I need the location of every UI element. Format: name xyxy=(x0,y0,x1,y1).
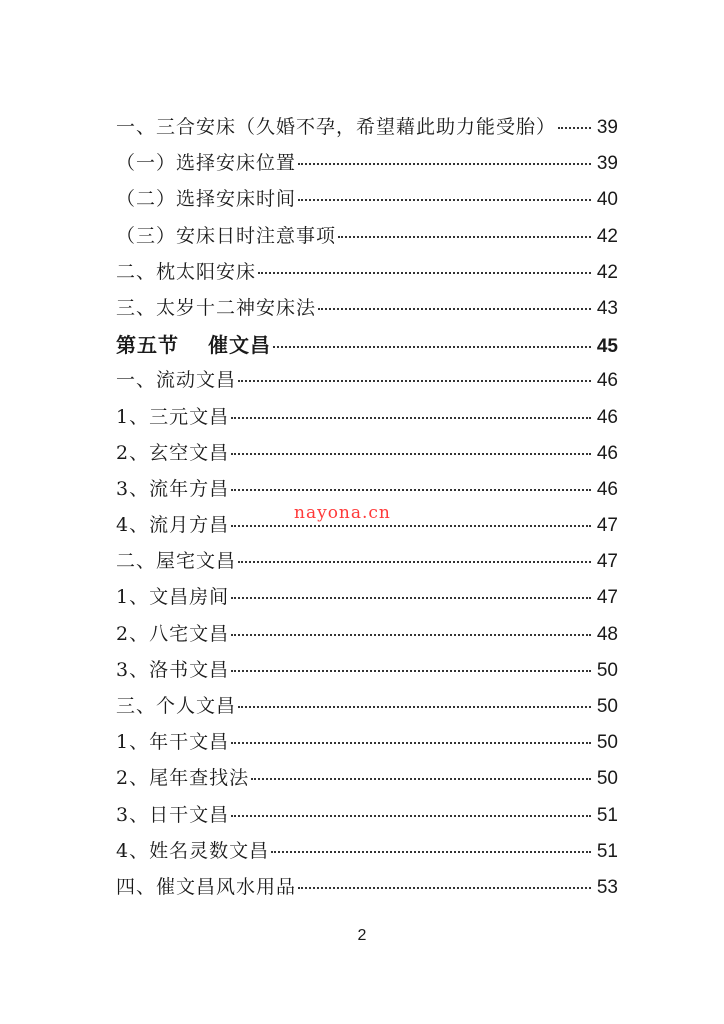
toc-entry-label: 二、枕太阳安床 xyxy=(116,260,257,283)
dot-leader xyxy=(231,489,591,491)
toc-entry xyxy=(116,546,618,582)
toc-entry-label: 三、个人文昌 xyxy=(116,695,237,717)
dot-leader xyxy=(231,453,591,455)
toc-entry-page: 43 xyxy=(596,297,618,319)
toc-entry-page: 51 xyxy=(596,840,618,862)
dot-leader xyxy=(231,417,591,419)
dot-leader xyxy=(231,670,591,672)
watermark: nayona.cn xyxy=(294,503,391,523)
toc-entry xyxy=(116,619,618,655)
dot-leader xyxy=(238,706,591,708)
dot-leader xyxy=(338,236,591,238)
toc-entry xyxy=(116,872,618,908)
toc-entry xyxy=(116,293,618,329)
toc-entry-label: 一、流动文昌 xyxy=(116,369,237,392)
toc-entry-page: 46 xyxy=(596,370,618,392)
toc-entry-page: 42 xyxy=(596,261,618,283)
toc-entry-label: 三、太岁十二神安床法 xyxy=(116,296,317,319)
toc-entry-label: 1、三元文昌 xyxy=(116,405,230,428)
toc-entry-page: 39 xyxy=(596,153,618,175)
dot-leader xyxy=(298,887,591,889)
toc-entry-page: 50 xyxy=(596,732,618,754)
dot-leader xyxy=(238,561,591,563)
toc-entry xyxy=(116,184,618,220)
toc-entry xyxy=(116,438,618,474)
toc-entry-page: 45 xyxy=(596,336,618,358)
dot-leader xyxy=(231,742,591,744)
toc-entry-page: 47 xyxy=(596,587,618,609)
toc-entry-page: 51 xyxy=(596,804,618,826)
toc-entry-label: 1、年干文昌 xyxy=(116,731,230,754)
toc-entry xyxy=(116,221,618,257)
toc-entry-label: 2、玄空文昌 xyxy=(116,441,230,464)
toc-entry-page: 50 xyxy=(596,659,618,681)
toc-entry-label: 4、流月方昌 xyxy=(116,514,230,537)
toc-entry xyxy=(116,257,618,293)
toc-entry xyxy=(116,763,618,799)
toc-entry-page: 50 xyxy=(596,696,618,717)
page-number: 2 xyxy=(357,927,367,944)
toc-entry-label: 4、姓名灵数文昌 xyxy=(116,839,270,862)
toc-entry xyxy=(116,800,618,836)
toc-entry-label: 2、八宅文昌 xyxy=(116,622,230,645)
toc-entry-page: 46 xyxy=(596,478,618,500)
dot-leader xyxy=(318,308,591,310)
toc-entry-label: （二）选择安床时间 xyxy=(116,188,297,211)
dot-leader xyxy=(238,380,591,382)
dot-leader xyxy=(258,272,591,274)
toc-entry xyxy=(116,402,618,438)
toc-entry-page: 46 xyxy=(596,442,618,464)
dot-leader xyxy=(298,163,591,165)
toc-entry-label: （一）选择安床位置 xyxy=(116,152,297,175)
toc-entry-page: 47 xyxy=(596,551,618,573)
toc-entry-label: 2、尾年查找法 xyxy=(116,767,250,790)
toc-entry xyxy=(116,365,618,401)
toc-entry xyxy=(116,582,618,618)
toc-entry xyxy=(116,691,618,727)
toc-entry-label: 四、催文昌风水用品 xyxy=(116,875,297,898)
toc-entry-page: 50 xyxy=(596,768,618,790)
dot-leader xyxy=(231,525,591,527)
toc-entry-page: 53 xyxy=(596,876,618,898)
toc-entry xyxy=(116,148,618,184)
toc-entry-label: 3、洛书文昌 xyxy=(116,658,230,681)
toc-entry-page: 40 xyxy=(596,189,618,211)
toc-entry-page: 48 xyxy=(596,623,618,645)
toc-entry-page: 47 xyxy=(596,515,618,537)
toc-entry-page: 46 xyxy=(596,406,618,428)
toc-section-heading xyxy=(116,329,618,365)
dot-leader xyxy=(271,851,591,853)
toc-entry-page: 39 xyxy=(596,117,618,138)
dot-leader xyxy=(558,127,591,129)
toc-entry-label: 一、三合安床（久婚不孕，希望藉此助力能受胎） xyxy=(116,116,557,138)
dot-leader xyxy=(298,199,591,201)
dot-leader xyxy=(231,815,591,817)
toc-entry-label: （三）安床日时注意事项 xyxy=(116,224,337,247)
toc-entry xyxy=(116,112,618,148)
toc-entry-label: 3、流年方昌 xyxy=(116,477,230,500)
toc-entry-page: 42 xyxy=(596,225,618,247)
toc-entry xyxy=(116,836,618,872)
toc-entry xyxy=(116,655,618,691)
toc-entry xyxy=(116,727,618,763)
toc-entry-label: 3、日干文昌 xyxy=(116,803,230,826)
toc-entry-label: 二、屋宅文昌 xyxy=(116,550,237,573)
dot-leader xyxy=(273,346,591,348)
dot-leader xyxy=(251,778,591,780)
dot-leader xyxy=(231,597,591,599)
dot-leader xyxy=(231,634,591,636)
toc-entry-label: 1、文昌房间 xyxy=(116,586,230,609)
toc-section-label: 第五节 催文昌 xyxy=(116,333,271,358)
